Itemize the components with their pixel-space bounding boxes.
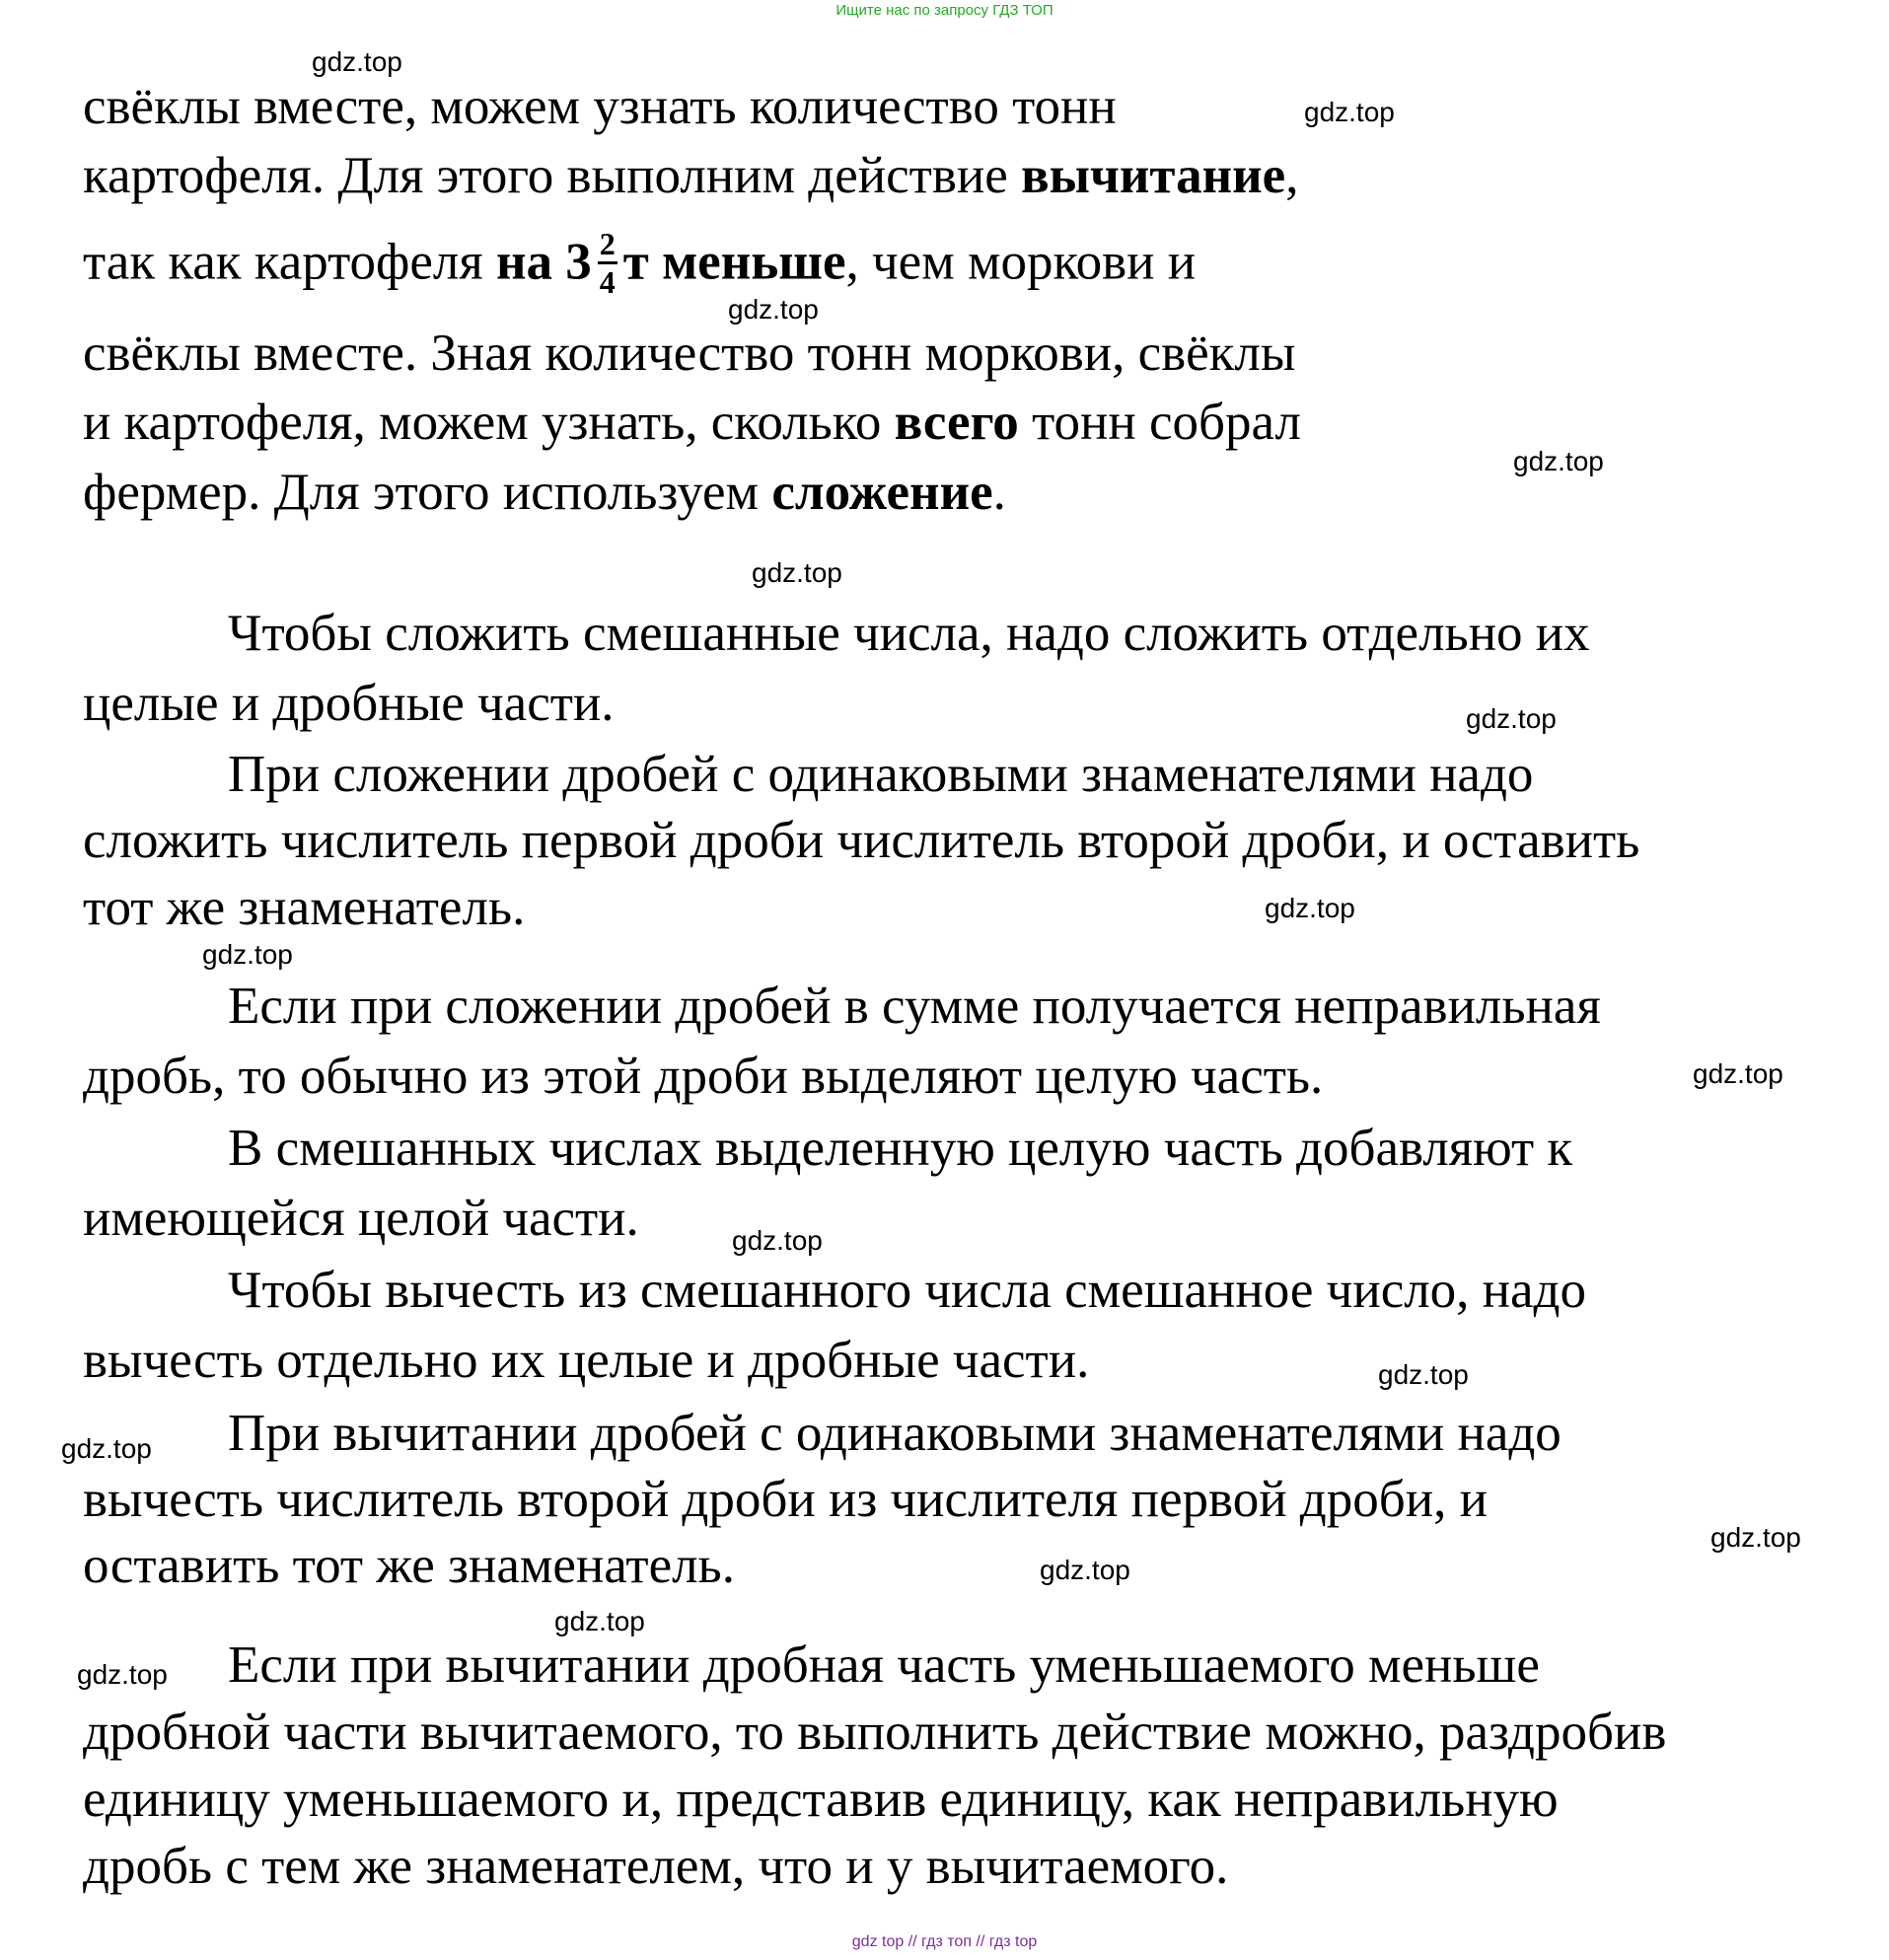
rule-line: оставить тот же знаменатель. xyxy=(83,1537,735,1594)
watermark: gdz.top xyxy=(202,939,293,970)
fraction-numerator: 2 xyxy=(598,226,618,264)
watermark: gdz.top xyxy=(728,294,819,325)
text-span: , xyxy=(1285,147,1299,204)
text-span: фермер. Для этого используем xyxy=(83,464,772,521)
watermark: gdz.top xyxy=(752,557,842,588)
watermark: gdz.top xyxy=(1040,1555,1130,1585)
text-span: , чем моркови и xyxy=(845,233,1197,291)
watermark: gdz.top xyxy=(1710,1522,1801,1553)
text-span: . xyxy=(992,464,1006,521)
rule-line: При вычитании дробей с одинаковыми знаменателями надо xyxy=(228,1405,1562,1462)
rule-line: дробной части вычитаемого, то выполнить действие можно, раздробив xyxy=(83,1704,1667,1761)
fraction xyxy=(598,226,618,300)
rule-line: дробь с тем же знаменателем, что и у вычитаемого. xyxy=(83,1838,1229,1895)
watermark: gdz.top xyxy=(1265,893,1355,923)
top-banner: Ищите нас по запросу ГДЗ ТОП xyxy=(836,2,1053,19)
bold-term: т меньше xyxy=(622,233,846,291)
text-span: картофеля. Для этого выполним действие xyxy=(83,147,1021,204)
rule-line: единицу уменьшаемого и, представив единицу, как неправильную xyxy=(83,1771,1559,1828)
text-span: и картофеля, можем узнать, сколько xyxy=(83,394,895,451)
rule-line: Чтобы сложить смешанные числа, надо сложить отдельно их xyxy=(228,605,1590,662)
fraction-denominator: 4 xyxy=(599,264,616,300)
text-line xyxy=(83,146,1298,205)
text-line xyxy=(83,393,1301,452)
watermark: gdz.top xyxy=(1304,97,1395,127)
rule-line: Если при сложении дробей в сумме получается неправильная xyxy=(228,978,1601,1035)
text-line xyxy=(83,463,1006,522)
watermark: gdz.top xyxy=(61,1433,152,1464)
rule-line: вычесть отдельно их целые и дробные части. xyxy=(83,1332,1090,1389)
bold-term: сложение xyxy=(771,464,993,521)
watermark: gdz.top xyxy=(1693,1058,1783,1089)
rule-line: дробь, то обычно из этой дроби выделяют целую часть. xyxy=(83,1048,1324,1105)
text-span: так как картофеля xyxy=(83,233,496,291)
text-span: тонн собрал xyxy=(1018,394,1301,451)
watermark: gdz.top xyxy=(554,1606,645,1636)
rule-line: целые и дробные части. xyxy=(83,675,615,732)
rule-line: В смешанных числах выделенную целую часть добавляют к xyxy=(228,1120,1573,1177)
rule-line: Чтобы вычесть из смешанного числа смешанное число, надо xyxy=(228,1262,1587,1319)
watermark: gdz.top xyxy=(312,46,402,77)
watermark: gdz.top xyxy=(1513,446,1604,476)
watermark: gdz.top xyxy=(1378,1359,1469,1390)
rule-line: сложить числитель первой дроби числитель второй дроби, и оставить xyxy=(83,812,1640,869)
rule-line: тот же знаменатель. xyxy=(83,879,526,936)
text-line xyxy=(83,226,1197,304)
rule-line: вычесть числитель второй дроби из числителя первой дроби, и xyxy=(83,1471,1488,1528)
watermark: gdz.top xyxy=(1466,703,1557,734)
bold-term: всего xyxy=(894,394,1019,451)
text-line: свёклы вместе. Зная количество тонн моркови, свёклы xyxy=(83,325,1296,382)
text-line: свёклы вместе, можем узнать количество тонн xyxy=(83,78,1117,135)
bottom-banner: gdz top // гдз топ // гдз top xyxy=(851,1933,1038,1950)
bold-term: вычитание xyxy=(1021,147,1286,204)
bold-term: на 3 xyxy=(495,233,592,291)
rule-line: имеющейся целой части. xyxy=(83,1190,639,1247)
watermark: gdz.top xyxy=(732,1225,823,1256)
watermark: gdz.top xyxy=(77,1659,168,1690)
rule-line: При сложении дробей с одинаковыми знаменателями надо xyxy=(228,746,1534,803)
rule-line: Если при вычитании дробная часть уменьшаемого меньше xyxy=(228,1636,1540,1694)
